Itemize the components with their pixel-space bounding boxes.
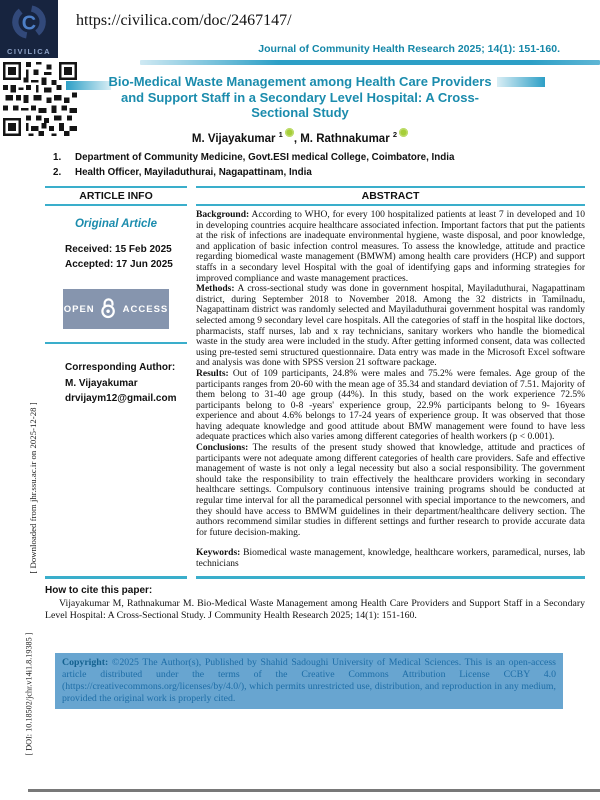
civilica-logo-text: CIVILICA (6, 47, 52, 56)
article-type: Original Article (74, 218, 157, 230)
downloaded-from-note: [ Downloaded from jhr.ssu.ac.ir on 2025-12-28 ] (28, 402, 38, 574)
corresponding-author-label: Corresponding Author: (65, 362, 176, 373)
how-to-cite-block (45, 585, 585, 623)
doi-note: [ DOI: 10.18502/jchr.v14i1.8.19385 ] (24, 632, 34, 756)
paper-title: Bio-Medical Waste Management among Health Care Providers and Support Staff in a Secondary Level Hospital: A Cross-Sectional Study (108, 74, 492, 121)
author-1: M. Vijayakumar $^1$ (191, 130, 283, 145)
page-bottom-rule (28, 789, 600, 792)
abstract-keywords: Keywords: Biomedical waste management, knowledge, healthcare workers, paramedical, nurses, lab technicians (196, 548, 585, 569)
corresponding-author-email[interactable]: drvijaym12@gmail.com (65, 393, 177, 404)
title-decoration-right (497, 77, 545, 87)
civilica-logo (0, 0, 58, 58)
abstract-header: ABSTRACT (196, 186, 585, 206)
qr-code (3, 62, 77, 136)
article-info-header: ARTICLE INFO (45, 186, 187, 206)
copyright-label: Copyright: (62, 656, 109, 668)
civilica-logo-icon (8, 2, 50, 44)
received-date: Received: 15 Feb 2025 (65, 244, 172, 255)
copyright-box (55, 653, 563, 710)
accepted-date: Accepted: 17 Jun 2025 (65, 259, 173, 270)
orcid-icon[interactable] (285, 128, 294, 137)
citation-text: Vijayakumar M, Rathnakumar M. Bio-Medical Waste Management among Health Care Providers and Support Staff in a Secondary Level Hospital: A Cross-Sectional Study. J Community Health Research 2025; 14(1): 151-160. (45, 597, 585, 622)
orcid-icon[interactable] (399, 128, 408, 137)
abstract-background: Background: According to WHO, for every 100 hospitalized patients at least 7 in developed and 10 in developing countries acquire healthcare associated infection. Important factors that put the patients at the risk of infections are inadequate environmental hygiene, waste disposal, and poor knowledge, and application of basic infection control measures. To assess the knowledge, attitude and practice regarding biomedical waste management (BMWM) among health care providers (HCP) and support staffs in a secondary level Hospital with the goal of identifying gaps and informing strategies for improved compliance and waste management practices. (196, 210, 585, 284)
abstract-results: Results: Out of 109 participants, 24.8% were males and 75.2% were females. Age group of the participants ranges from 20-60 with the mean age of 35.34 and standard deviation of 7.51. Majority of them belong to 31-40 age group (44%). In this study, based on the work experience 72.5% participants belong to 0-8 -years' experience group, 22.9% participants belong to 9- 16years experience and about 4.6% belongs to 17-24 years of experience group. It was observed that those having adequate knowledge and good attitude about BMW management were found to have less adequate practices which also varies among different categories of health workers (p < 0.001). (196, 368, 585, 443)
article-info-bottom-rule (45, 576, 187, 579)
abstract-column (196, 186, 585, 579)
open-access-badge[interactable]: OPEN ACCESS (63, 289, 169, 329)
copyright-text: ©2025 The Author(s), Published by Shahid Sadoughi University of Medical Sciences. This is an open-access article distributed under the terms of the Creative Commons Attribution License CCBY 4.0 (https://creativecommons.org/licenses/by/4.0/), which permits unrestricted use, distribution, and reproduction in any medium, provided the original work is properly cited. (62, 656, 556, 705)
affiliation-item: 2. Health Officer, Mayiladuthurai, Nagapattinam, India (53, 167, 312, 178)
article-info-divider (45, 342, 187, 344)
abstract-methods: Methods: A cross-sectional study was done in government hospital, Mayiladuthurai, Nagapattinam district, during September 2018 to November 2018. Among the 32 districts in Tamilnadu, Nagapattinam district was randomly selected and Mayiladuthurai government hospital was randomly selected among 9 secondary level care hospitals. All the categories of staff in the hospital like doctors, pharmacists, staff nurses, lab and x ray technicians, sanitary workers who handle the biomedical waste in the study area were included in the study. After getting informed consent, data was collected using pre-tested semi structured questionnaire. Data entry was made in the Microsoft Excel software and analysis was done with SPSS version 21 software package. (196, 284, 585, 369)
svg-text:C: C (21, 12, 37, 35)
article-dates (65, 242, 187, 272)
article-info-column (45, 186, 187, 579)
abstract-conclusions: Conclusions: The results of the present study showed that knowledge, attitude and practices of participants were not adequate among different categories of health care providers. Safe and effective management of waste is not only a legal necessity but also a social responsibility. The government should take the responsibility to train effectively the healthcare providers working in secondary healthcare settings. Compulsory continuous intensive training programs should be conducted at regular time interval for all the paramedical personnel with special importance to the newcomers, and they should have access to BMWM guidelines in their department/healthcare delivery section. The authors recommend similar studies in different settings and further research to provide accurate data for future decision-making. (196, 443, 585, 538)
abstract-body (196, 206, 585, 579)
corresponding-author-block (65, 360, 187, 407)
author-2: M. Rathnakumar $^2$ (300, 130, 398, 145)
affiliations-list (53, 150, 553, 180)
header-rule (140, 60, 600, 65)
corresponding-author-name: M. Vijayakumar (65, 377, 138, 389)
authors-line: M. Vijayakumar $^1$ , M. Rathnakumar $^2$ (0, 128, 600, 145)
main-content (45, 186, 585, 709)
document-url[interactable]: https://civilica.com/doc/2467147/ (76, 12, 292, 29)
journal-header-line: Journal of Community Health Research 2025; 14(1): 151-160. (258, 43, 560, 55)
affiliation-item: 1. Department of Community Medicine, Govt.ESI medical College, Coimbatore, India (53, 152, 455, 163)
open-lock-icon (98, 298, 120, 320)
how-to-cite-heading: How to cite this paper: (45, 584, 153, 596)
